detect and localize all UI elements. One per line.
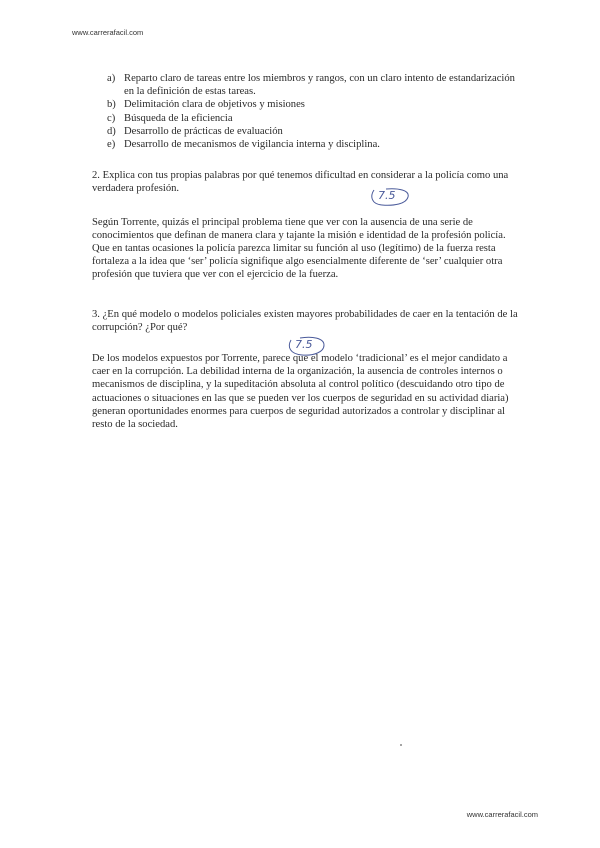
list-item: c) Búsqueda de la eficiencia — [107, 112, 233, 124]
grade-mark-q2: 7.5 — [368, 186, 408, 206]
answer-3: De los modelos expuestos por Torrente, parece que el modelo ‘tradicional’ es el mejor candidato a caer en la corrupción. La debilidad interna de la organización, la ausencia de controles internos o mecanismos de disciplina, y la supeditación absoluta al control político (descuidando otro tipo de actuaciones o situaciones en las que se pueden ver los cuerpos de seguridad en su actividad diaria) generan oportunidades enormes para cuerpos de seguridad autorizados a controlar y disciplinar al resto de la sociedad. — [92, 353, 509, 431]
answer-2: Según Torrente, quizás el principal problema tiene que ver con la ausencia de una serie de conocimientos que definan de manera clara y tajante la misión e identidad de la profesión policía. Que en tantas ocasiones la policía parezca limitar su función al uso (legítimo) de la fuerza resta fortaleza a la idea que ‘ser’ policía signifique algo esencialmente diferente de ‘ser’ cualquier otra profesión que tuviera que ver con el ejercicio de la fuerza. — [92, 216, 506, 281]
document-body — [92, 72, 524, 431]
footer-url: www.carrerafacil.com — [466, 810, 538, 819]
list-item: d) Desarrollo de prácticas de evaluación — [107, 125, 283, 137]
list-item: b) Delimitación clara de objetivos y misiones — [107, 99, 305, 111]
characteristics-list — [107, 72, 524, 151]
grade-mark-q3: 7.5 — [286, 335, 326, 355]
list-item: e) Desarrollo de mecanismos de vigilancia interna y disciplina. — [107, 139, 380, 151]
scan-speck — [400, 744, 402, 746]
question-3: 3. ¿En qué modelo o modelos policiales existen mayores probabilidades de caer en la tentación de la corrupción? ¿Por qué? — [92, 308, 518, 333]
question-2: 2. Explica con tus propias palabras por qué tenemos dificultad en considerar a la policía como una verdadera profesión. — [92, 170, 509, 195]
header-url: www.carrerafacil.com — [72, 28, 144, 37]
list-item: a) Reparto claro de tareas entre los miembros y rangos, con un claro intento de estandarización en la definición de estas tareas. — [107, 73, 515, 98]
